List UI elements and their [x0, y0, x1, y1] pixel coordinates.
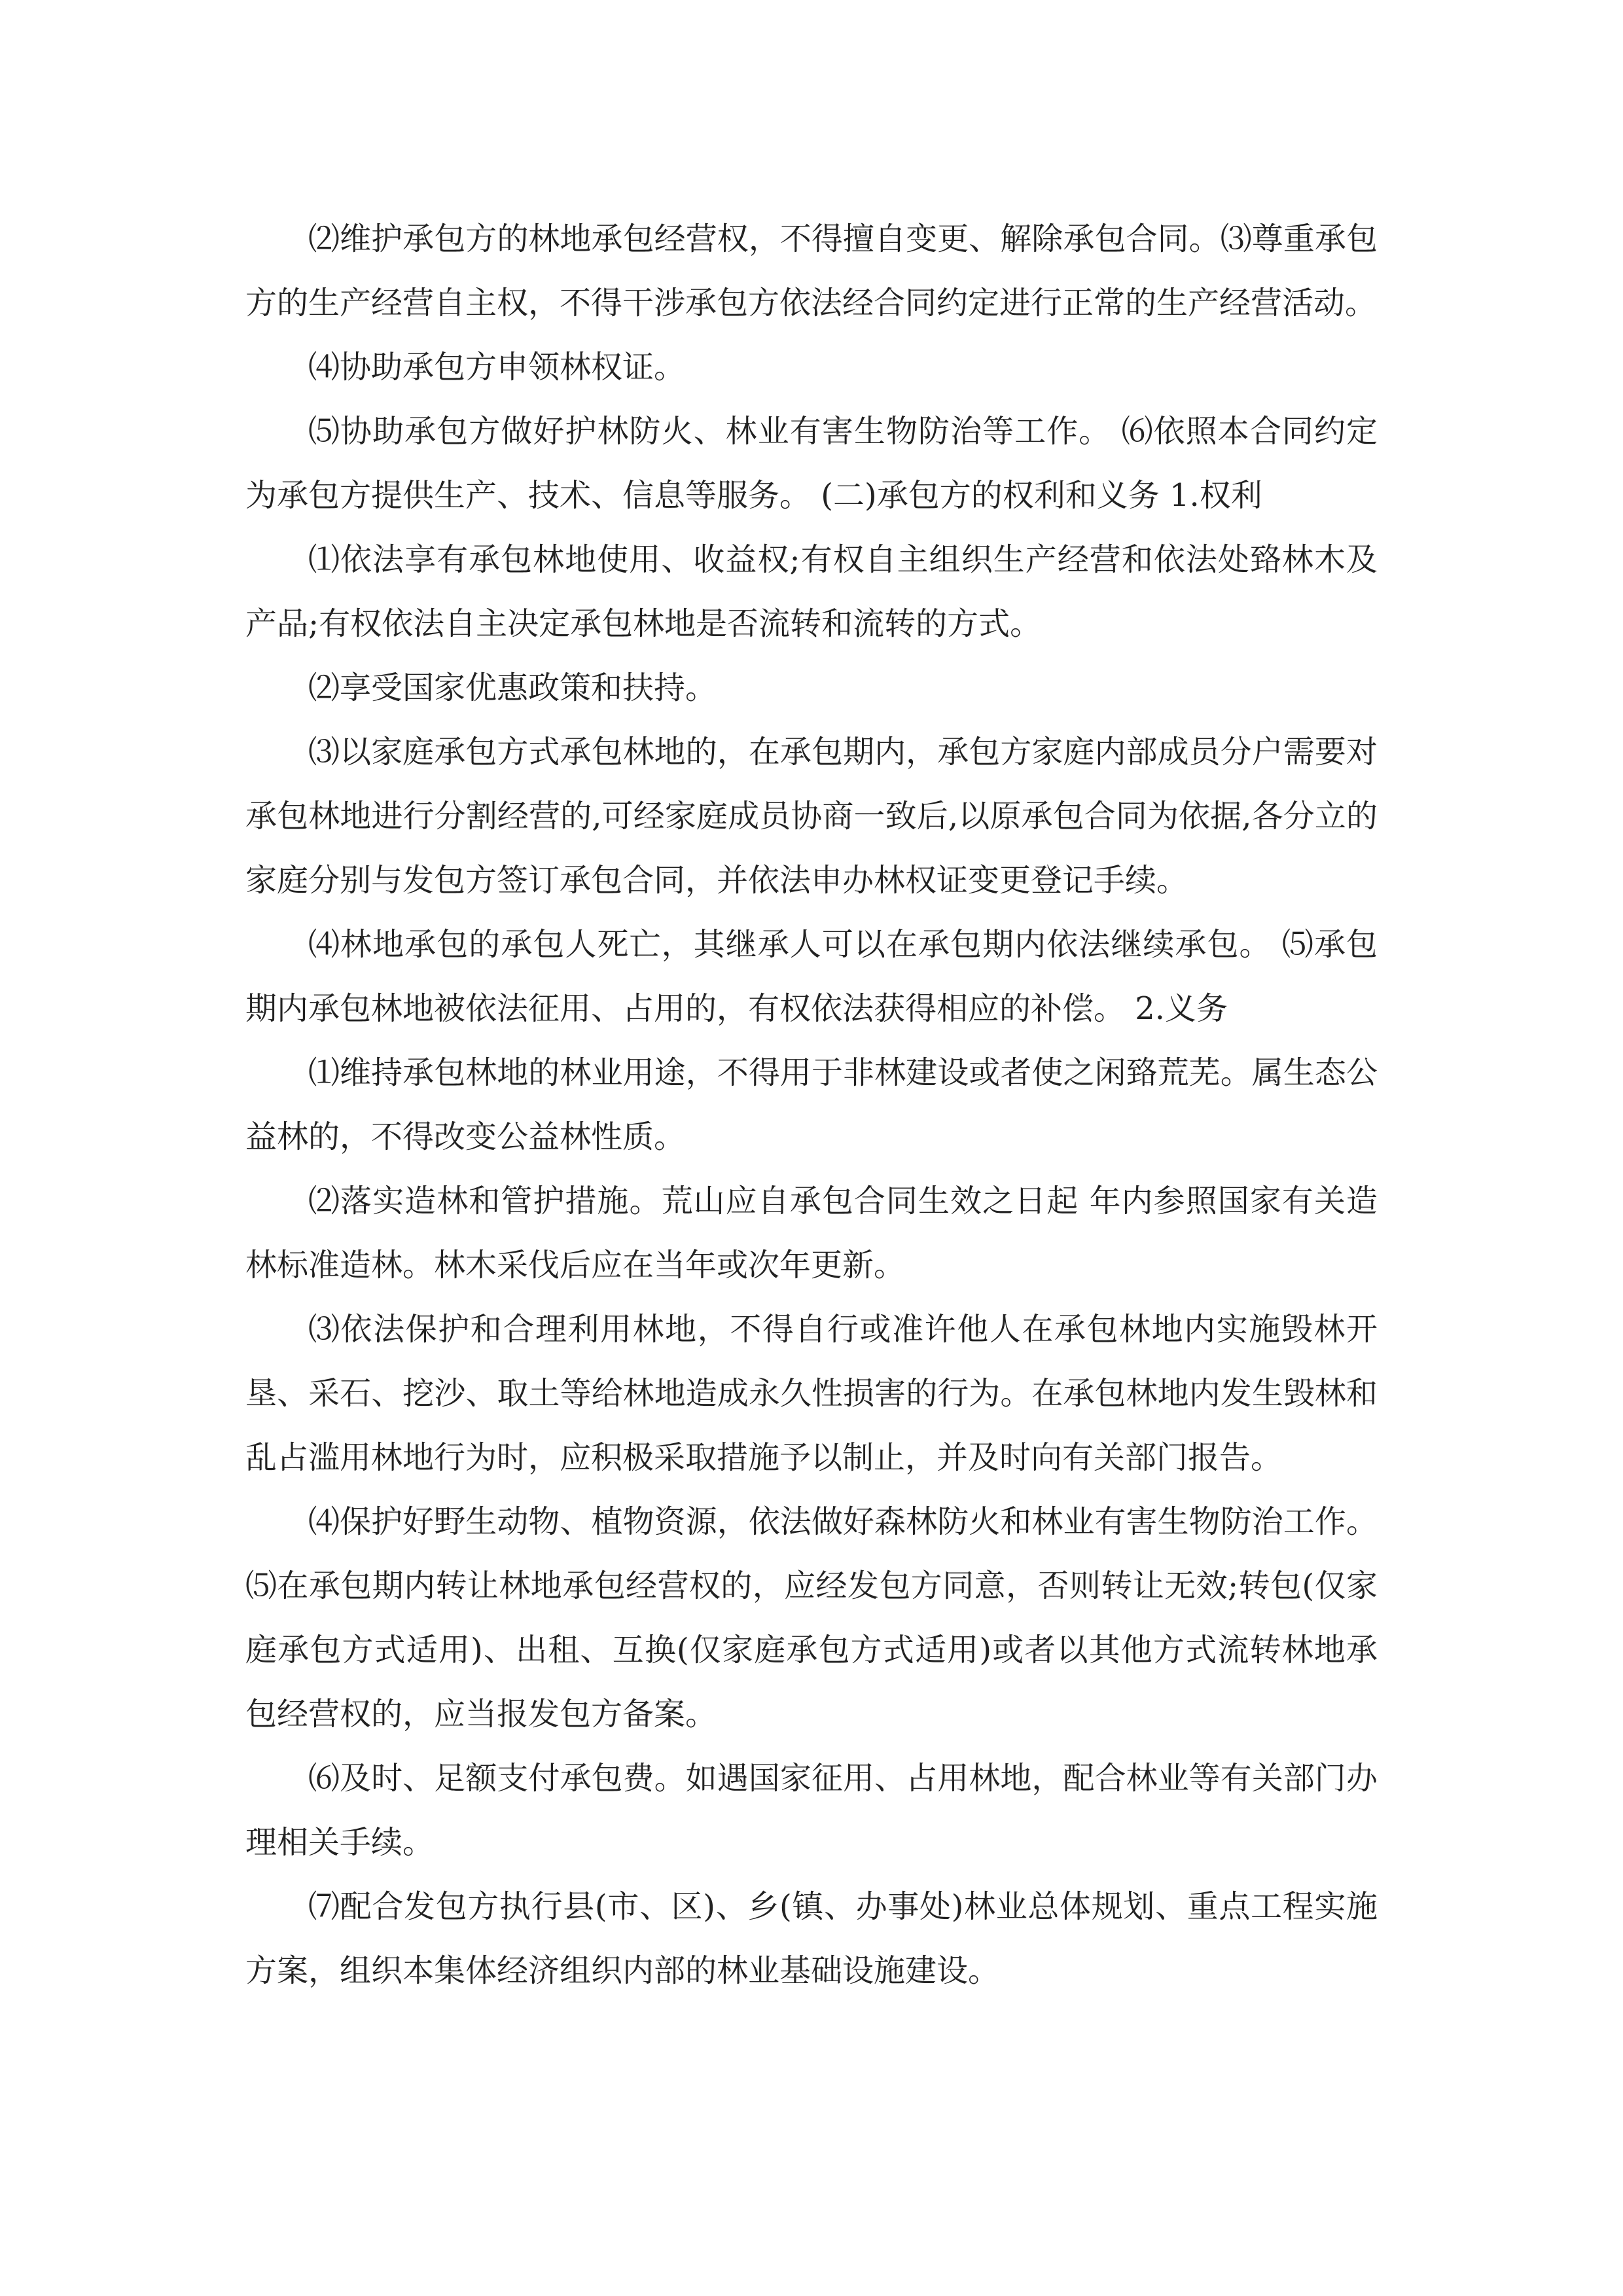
paragraph-2: ⑷协助承包方申领林权证。 — [308, 349, 686, 386]
paragraph-5: ⑵享受国家优惠政策和扶持。 — [308, 670, 717, 706]
paragraph-9: ⑵落实造林和管护措施。荒山应自承包合同生效之日起 年内参照国家有关造林标准造林。林木采伐后应在当年或次年更新。 — [245, 1183, 1378, 1283]
paragraph-10: ⑶依法保护和合理利用林地，不得自行或准许他人在承包林地内实施毁林开垦、采石、挖沙、取土等给林地造成永久性损害的行为。在承包林地内发生毁林和乱占滥用林地行为时，应积极采取措施予以制止，并及时向有关部门报告。 — [245, 1311, 1378, 1476]
paragraph-6: ⑶以家庭承包方式承包林地的，在承包期内，承包方家庭内部成员分户需要对承包林地进行分割经营的,可经家庭成员协商一致后,以原承包合同为依据,各分立的家庭分别与发包方签订承包合同，并依法申办林权证变更登记手续。 — [245, 734, 1378, 899]
paragraph-8: ⑴维持承包林地的林业用途，不得用于非林建设或者使之闲臵荒芜。属生态公益林的，不得改变公益林性质。 — [245, 1054, 1378, 1155]
paragraph-3: ⑸协助承包方做好护林防火、林业有害生物防治等工作。 ⑹依照本合同约定为承包方提供生产、技术、信息等服务。 (二)承包方的权利和义务 1.权利 — [245, 413, 1378, 514]
paragraph-1: ⑵维护承包方的林地承包经营权，不得擅自变更、解除承包合同。⑶尊重承包方的生产经营自主权，不得干涉承包方依法经合同约定进行正常的生产经营活动。 — [245, 221, 1378, 321]
document-body — [245, 207, 1378, 2003]
paragraph-4: ⑴依法享有承包林地使用、收益权;有权自主组织生产经营和依法处臵林木及产品;有权依法自主决定承包林地是否流转和流转的方式。 — [245, 541, 1378, 642]
paragraph-13: ⑺配合发包方执行县(市、区)、乡(镇、办事处)林业总体规划、重点工程实施方案，组织本集体经济组织内部的林业基础设施建设。 — [245, 1888, 1378, 1989]
paragraph-7: ⑷林地承包的承包人死亡，其继承人可以在承包期内依法继续承包。 ⑸承包期内承包林地被依法征用、占用的，有权依法获得相应的补偿。 2.义务 — [245, 926, 1378, 1027]
paragraph-12: ⑹及时、足额支付承包费。如遇国家征用、占用林地，配合林业等有关部门办理相关手续。 — [245, 1760, 1378, 1861]
paragraph-11: ⑷保护好野生动物、植物资源，依法做好森林防火和林业有害生物防治工作。⑸在承包期内转让林地承包经营权的，应经发包方同意，否则转让无效;转包(仅家庭承包方式适用)、出租、互换(仅家庭承包方式适用)或者以其他方式流转林地承包经营权的，应当报发包方备案。 — [245, 1503, 1378, 1732]
